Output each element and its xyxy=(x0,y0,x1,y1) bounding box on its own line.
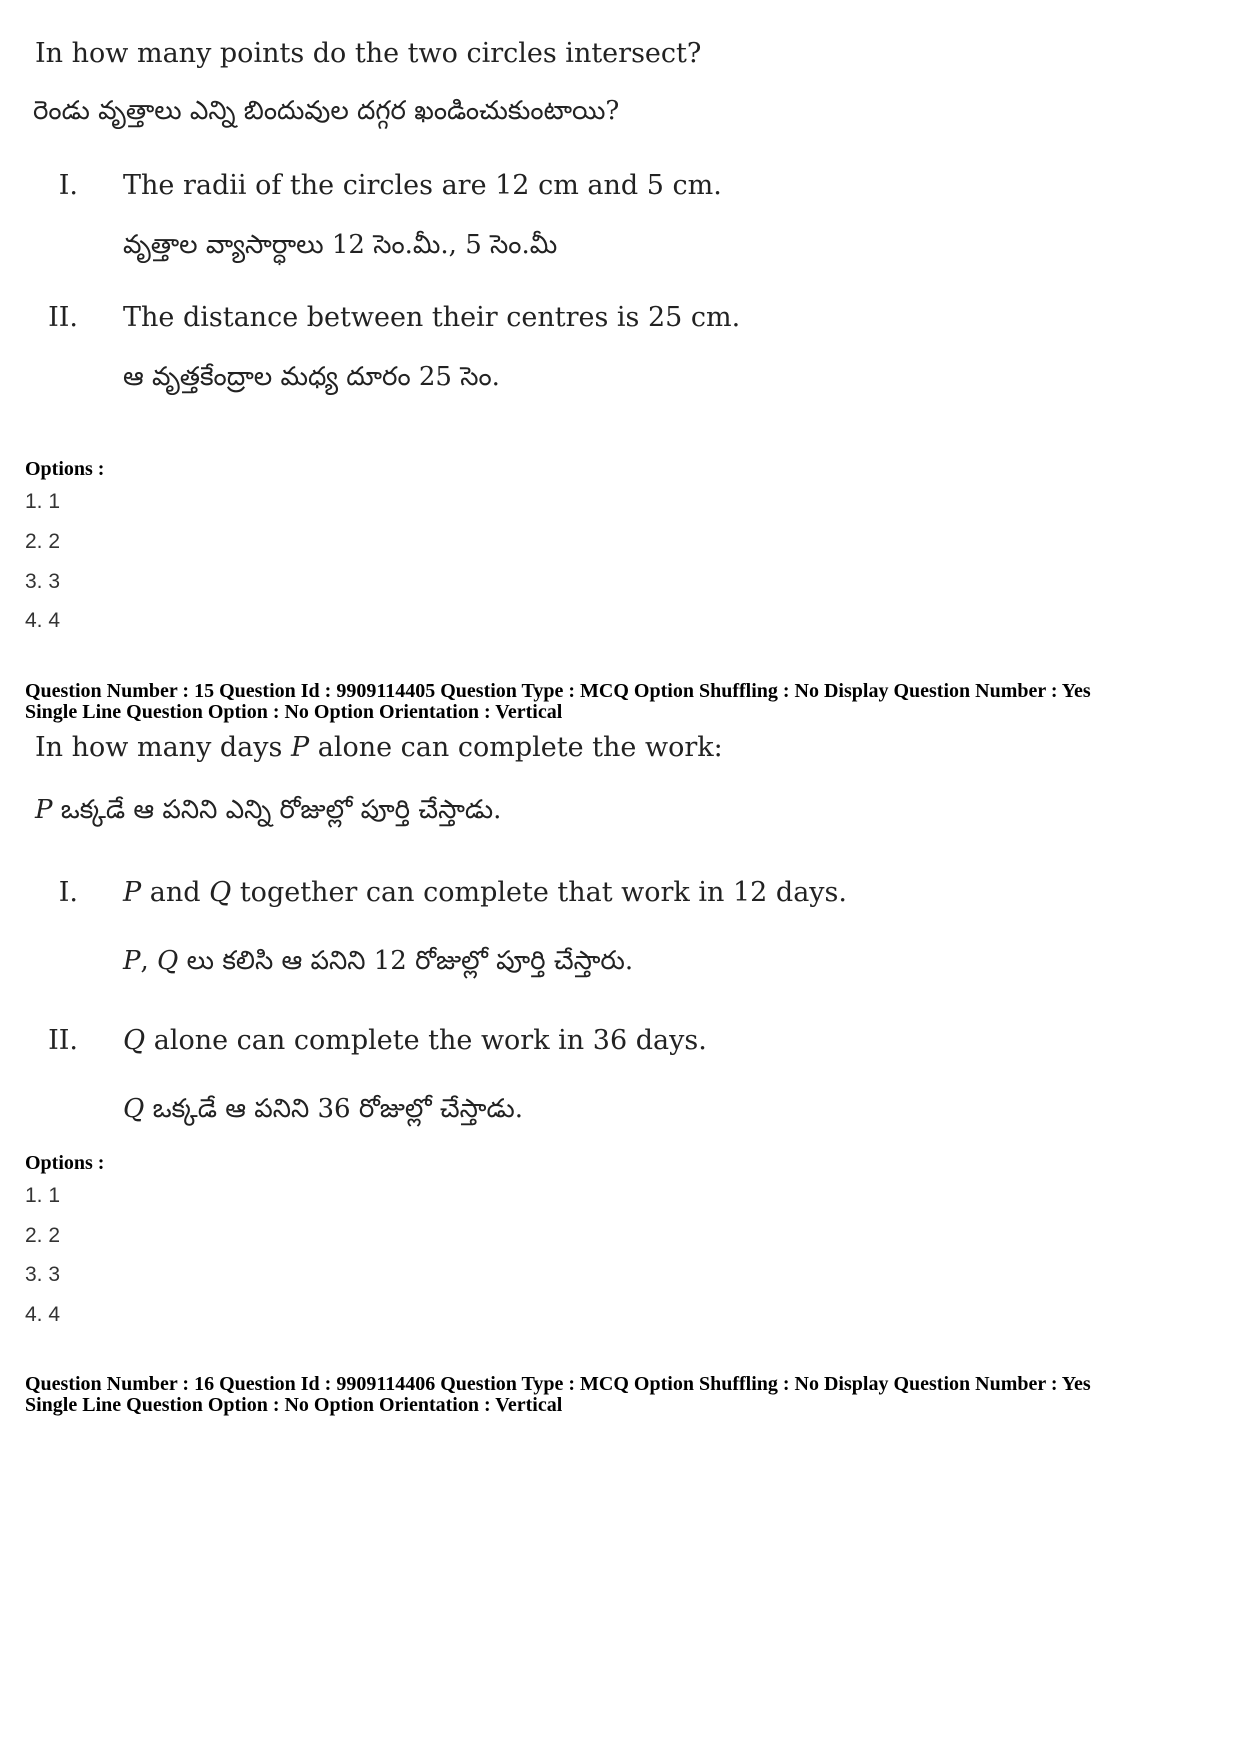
variable-p: P xyxy=(290,732,310,763)
option-3[interactable]: 3. 3 xyxy=(25,570,61,593)
question-meta-line: Question Number : 16 Question Id : 9909114406 Question Type : MCQ Option Shuffling : No Display Question Number : Yes xyxy=(25,1373,1091,1395)
statement-numeral: II. xyxy=(48,1025,78,1056)
statement-telugu: P, Q లు కలిసి ఆ పనిని 12 రోజుల్లో పూర్తి చేస్తారు. xyxy=(123,946,634,976)
question-stem-english: In how many days P alone can complete the work: xyxy=(35,732,723,763)
options-label: Options : xyxy=(25,458,105,480)
options-label: Options : xyxy=(25,1152,105,1174)
option-2[interactable]: 2. 2 xyxy=(25,1224,61,1247)
question-stem-telugu: P ఒక్కడే ఆ పనిని ఎన్ని రోజుల్లో పూర్తి చేస్తాడు. xyxy=(35,795,502,825)
question-meta-line: Question Number : 15 Question Id : 9909114405 Question Type : MCQ Option Shuffling : No Display Question Number : Yes xyxy=(25,680,1091,702)
option-4[interactable]: 4. 4 xyxy=(25,1303,61,1326)
statement-english: Q alone can complete the work in 36 days. xyxy=(123,1025,707,1056)
statement-english: The distance between their centres is 25 cm. xyxy=(123,302,741,333)
statement-numeral: I. xyxy=(58,170,78,201)
option-1[interactable]: 1. 1 xyxy=(25,1184,61,1207)
question-meta-line: Single Line Question Option : No Option Orientation : Vertical xyxy=(25,701,563,723)
question-15-metadata xyxy=(25,681,1225,723)
statement-telugu: వృత్తాల వ్యాసార్ధాలు 12 సెం.మీ., 5 సెం.మీ xyxy=(123,230,558,260)
variable-p: P xyxy=(35,795,53,825)
statement-numeral: II. xyxy=(48,302,78,333)
statement-telugu: Q ఒక్కడే ఆ పనిని 36 రోజుల్లో చేస్తాడు. xyxy=(123,1094,523,1124)
option-3[interactable]: 3. 3 xyxy=(25,1263,61,1286)
question-meta-line: Single Line Question Option : No Option Orientation : Vertical xyxy=(25,1394,563,1416)
statement-english: The radii of the circles are 12 cm and 5 cm. xyxy=(123,170,722,201)
option-1[interactable]: 1. 1 xyxy=(25,490,61,513)
statement-numeral: I. xyxy=(58,877,78,908)
statement-telugu: ఆ వృత్తకేంద్రాల మధ్య దూరం 25 సెం. xyxy=(123,362,500,392)
question-stem-english: In how many points do the two circles intersect? xyxy=(35,38,702,69)
option-2[interactable]: 2. 2 xyxy=(25,530,61,553)
question-stem-telugu: రెండు వృత్తాలు ఎన్ని బిందువుల దగ్గర ఖండించుకుంటాయి? xyxy=(33,96,620,126)
question-16-metadata xyxy=(25,1374,1225,1416)
option-4[interactable]: 4. 4 xyxy=(25,609,61,632)
statement-english: P and Q together can complete that work in 12 days. xyxy=(123,877,847,908)
